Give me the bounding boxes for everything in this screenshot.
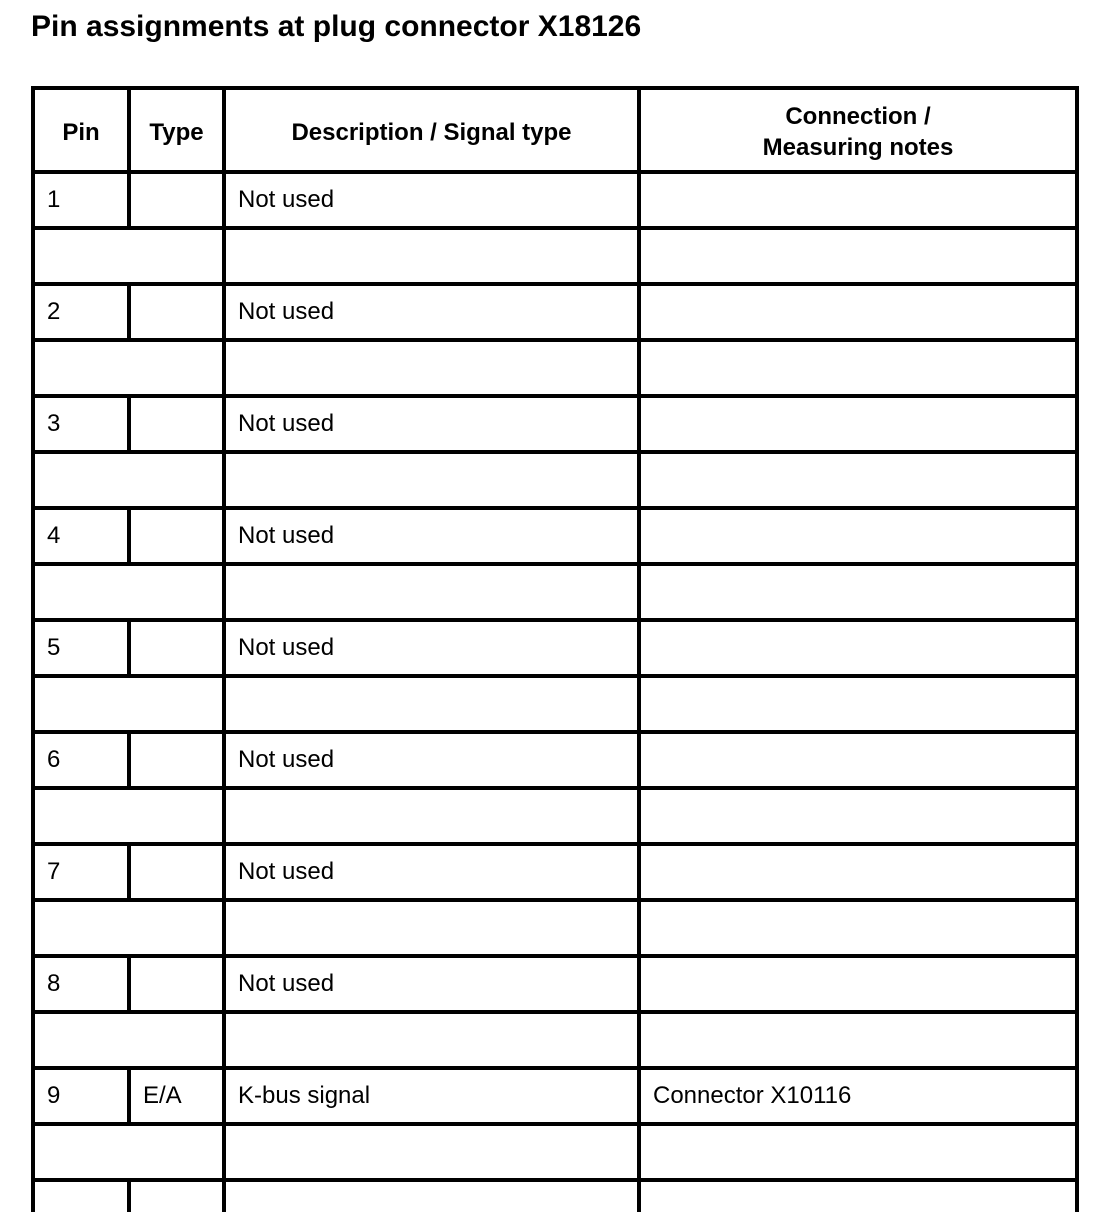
row-divider	[31, 1010, 1079, 1014]
type-cell	[131, 734, 222, 786]
column-divider	[127, 1182, 131, 1212]
header-connection-line2: Measuring notes	[762, 134, 954, 161]
header-connection	[641, 90, 1075, 174]
row-divider	[31, 1178, 1079, 1182]
page-title: Pin assignments at plug connector X18126	[31, 10, 642, 43]
pin-cell: 7	[47, 858, 61, 885]
connection-cell	[641, 398, 1075, 450]
pin-cell: 1	[47, 186, 61, 213]
table-border-top	[31, 86, 1079, 90]
type-cell	[131, 958, 222, 1010]
header-connection-line1: Connection /	[785, 103, 931, 130]
column-divider	[127, 86, 131, 174]
row-divider	[31, 1122, 1079, 1126]
connection-cell	[641, 958, 1075, 1010]
table-border-right	[1075, 86, 1079, 1212]
pin-cell: 8	[47, 970, 61, 997]
row-divider	[31, 226, 1079, 230]
description-cell: K-bus signal	[238, 1082, 371, 1109]
description-cell: Not used	[238, 858, 335, 885]
row-divider	[31, 450, 1079, 454]
description-cell: Not used	[238, 634, 335, 661]
description-cell: Not used	[238, 298, 335, 325]
header-description: Description / Signal type	[291, 118, 572, 146]
type-cell	[131, 398, 222, 450]
connection-cell	[641, 846, 1075, 898]
type-cell	[131, 286, 222, 338]
pin-cell: 4	[47, 522, 61, 549]
description-cell: Not used	[238, 970, 335, 997]
type-cell	[131, 510, 222, 562]
pin-cell: 5	[47, 634, 61, 661]
connection-cell	[641, 510, 1075, 562]
pin-cell: 2	[47, 298, 61, 325]
type-cell: E/A	[143, 1082, 182, 1109]
description-cell: Not used	[238, 186, 335, 213]
pin-assignment-table	[31, 86, 1079, 1212]
header-type: Type	[149, 118, 204, 146]
connection-cell	[641, 622, 1075, 674]
row-divider	[31, 786, 1079, 790]
row-divider	[31, 562, 1079, 566]
description-cell: Not used	[238, 522, 335, 549]
header-pin: Pin	[62, 118, 100, 146]
row-divider	[31, 338, 1079, 342]
pin-cell: 3	[47, 410, 61, 437]
connection-cell	[641, 286, 1075, 338]
connection-cell	[641, 174, 1075, 226]
connection-cell: Connector X10116	[653, 1082, 852, 1109]
type-cell	[131, 846, 222, 898]
description-cell: Not used	[238, 410, 335, 437]
row-divider	[31, 898, 1079, 902]
pin-cell: 9	[47, 1082, 61, 1109]
type-cell	[131, 174, 222, 226]
description-cell: Not used	[238, 746, 335, 773]
pin-cell: 6	[47, 746, 61, 773]
type-cell	[131, 622, 222, 674]
row-divider	[31, 674, 1079, 678]
connection-cell	[641, 734, 1075, 786]
